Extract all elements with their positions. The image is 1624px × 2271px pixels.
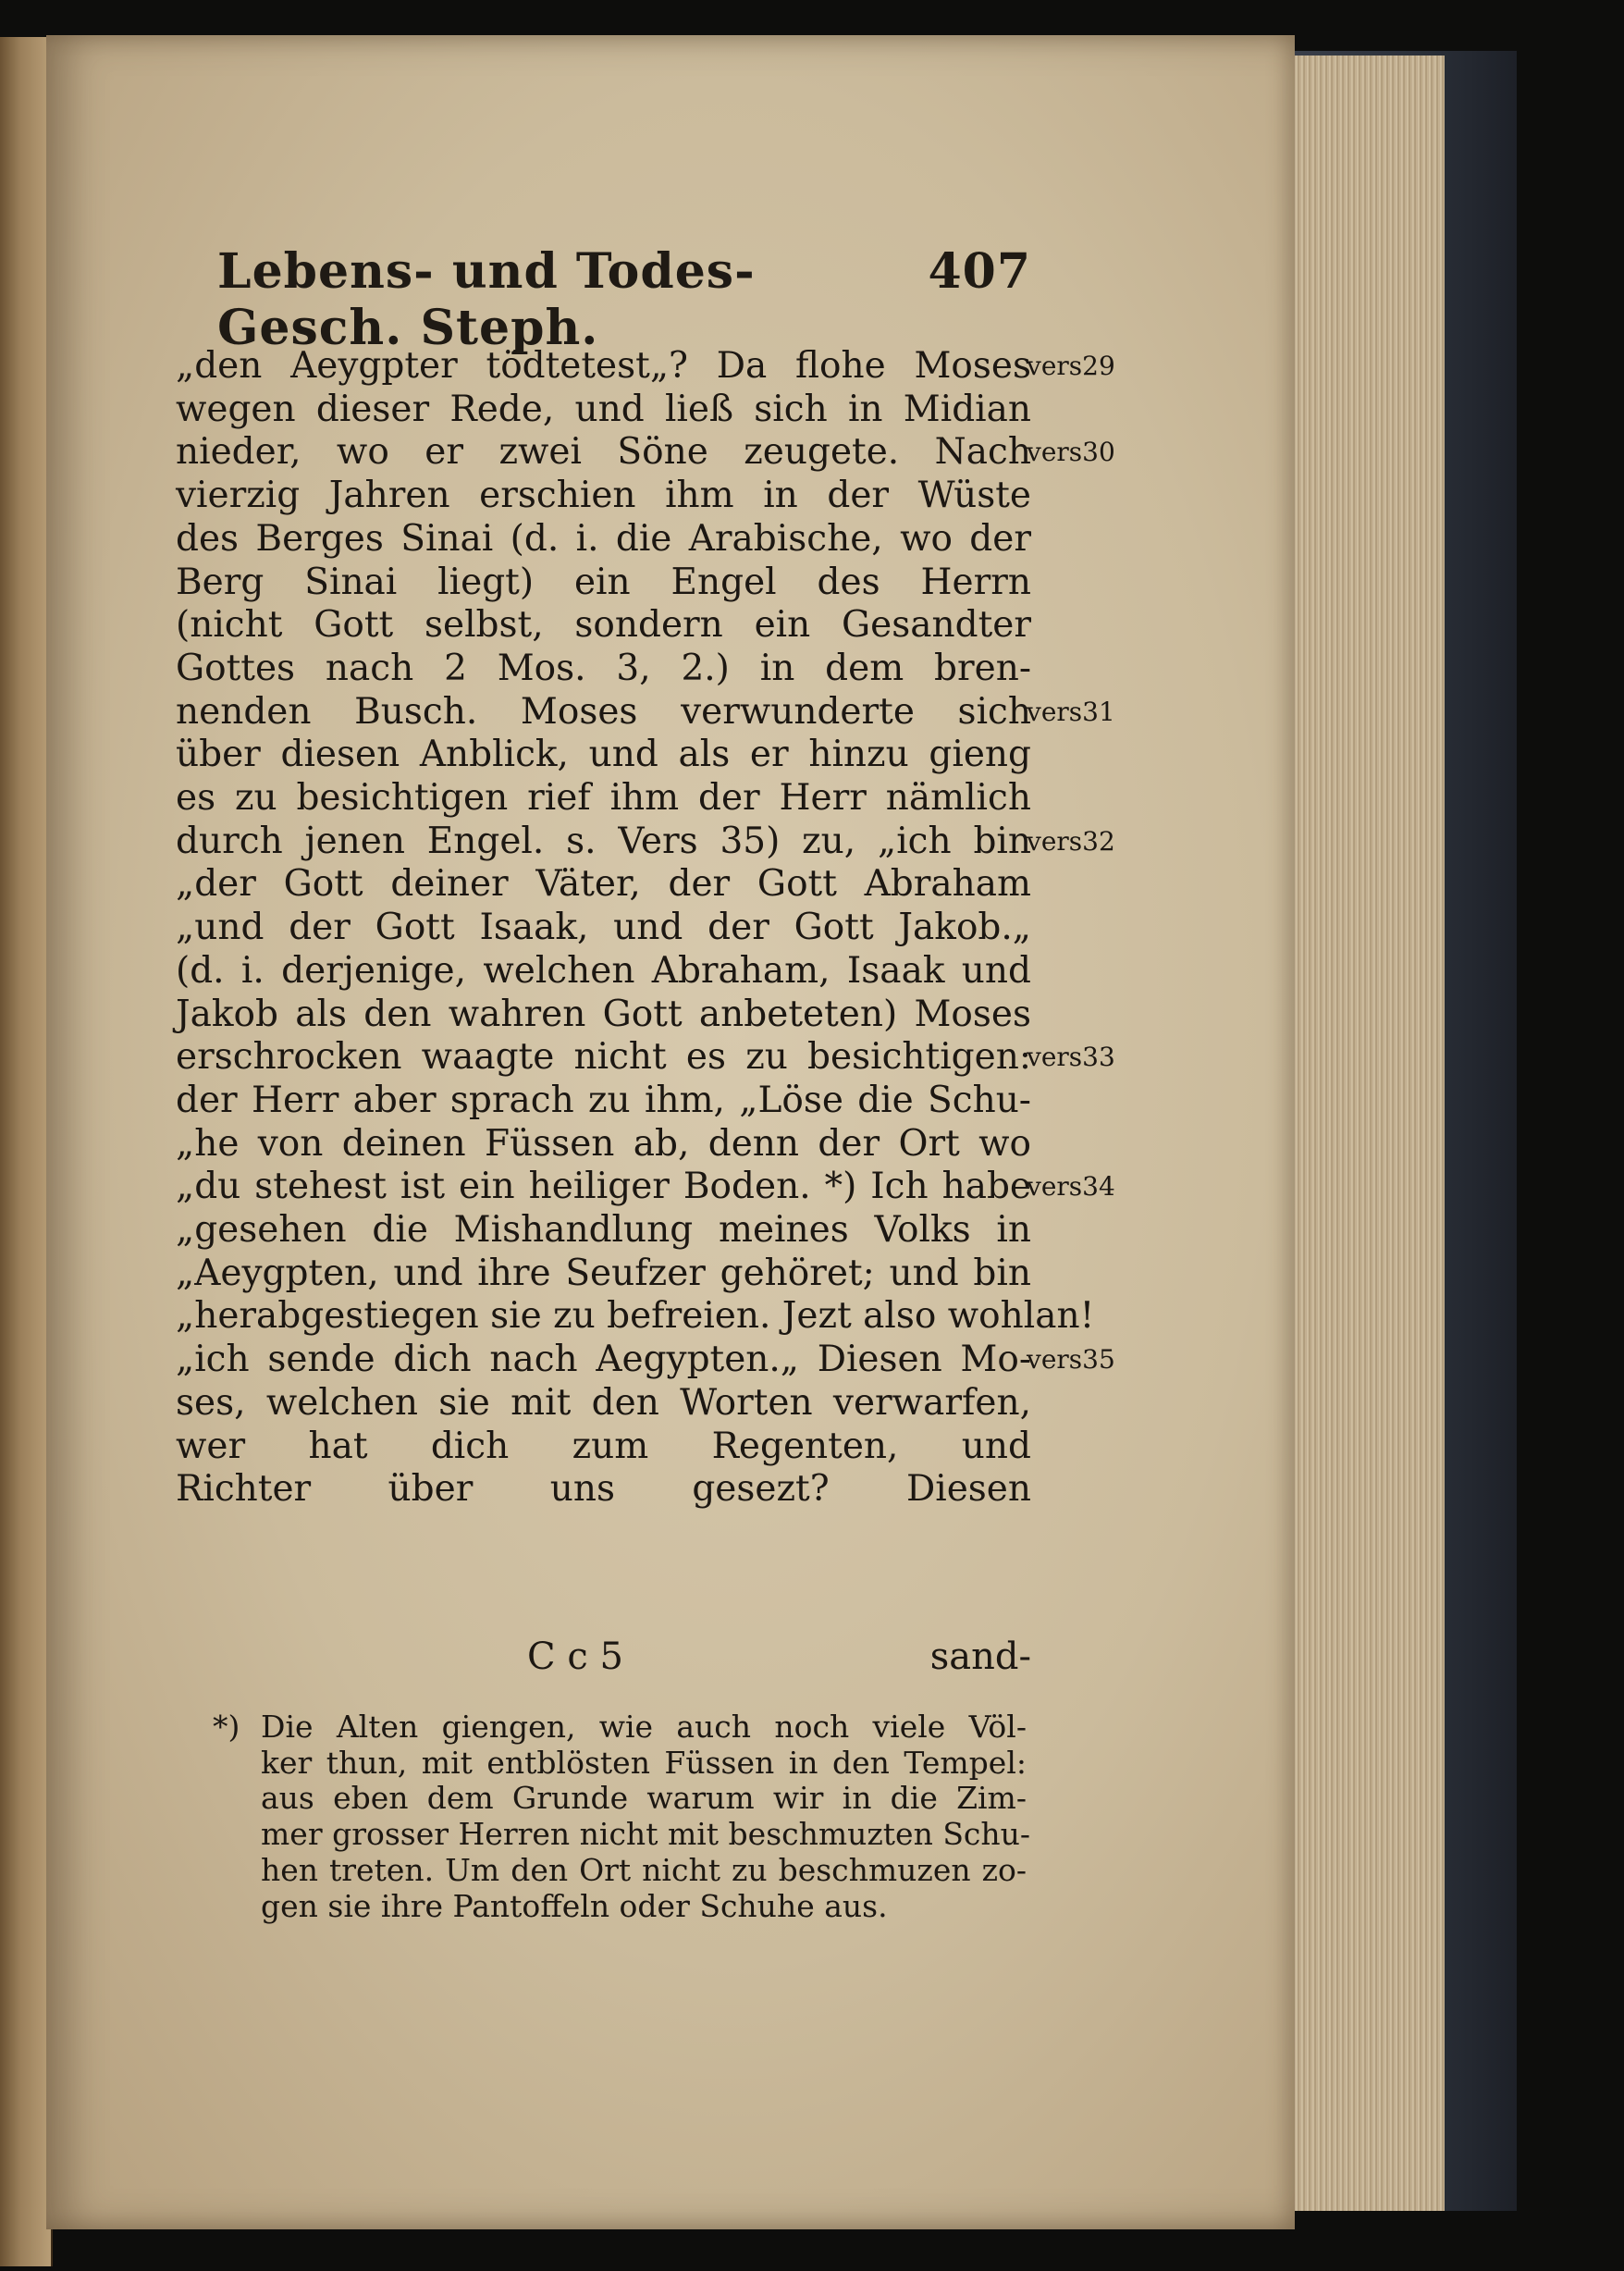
verse-marker: vers29 [1027,351,1115,381]
signature-mark: C c 5 [527,1635,623,1678]
text-line: „den Aeygpter tödtetest„? Da flohe Moses [176,345,1031,387]
text-line: „he von deinen Füssen ab, denn der Ort wo [176,1122,1031,1165]
verse-marker: vers33 [1027,1042,1115,1073]
text-line: „du stehest ist ein heiliger Boden. *) Ich habe [176,1166,1031,1208]
footnote-line: ker thun, mit entblösten Füssen in den Tempel: [261,1744,1027,1781]
verse-marker: vers35 [1027,1344,1115,1376]
text-line: Richter über uns gesezt? Diesen [176,1468,1031,1511]
text-line: wegen dieser Rede, und ließ sich in Midian [176,388,1031,430]
text-line: ses, welchen sie mit den Worten verwarfen, [176,1381,1031,1424]
text-line: über diesen Anblick, und als er hinzu gieng [176,734,1031,776]
catchword: sand- [929,1635,1031,1678]
text-line: „der Gott deiner Väter, der Gott Abraham [176,863,1031,906]
footnote-line: aus eben dem Grunde warum wir in die Zim- [261,1780,1027,1817]
footnote-line: gen sie ihre Pantoffeln oder Schuhe aus. [261,1887,888,1924]
text-line: „herabgestiegen sie zu befreien. Jezt also wohlan! [176,1295,1095,1338]
text-line: vierzig Jahren erschien ihm in der Wüste [176,475,1031,517]
footnote [213,1709,1031,1924]
facing-page-edge [0,37,53,2266]
text-line: „Aeygpten, und ihre Seufzer gehöret; und bin [176,1252,1031,1294]
footnote-line: mer grosser Herren nicht mit beschmuzten Schu- [261,1816,1031,1853]
page-edges [1276,56,1445,2211]
verse-marker: vers31 [1027,696,1115,727]
text-line: „und der Gott Isaak, und der Gott Jakob.„ [176,907,1031,949]
footnote-line: Die Alten giengen, wie auch noch viele Völ- [261,1709,1027,1745]
text-line: des Berges Sinai (d. i. die Arabische, wo der [176,517,1031,560]
text-line: es zu besichtigen rief ihm der Herr nämlich [176,777,1031,820]
catchline [527,1635,1031,1678]
running-head [217,243,1031,356]
verse-marker: vers34 [1027,1171,1115,1203]
text-line: Jakob als den wahren Gott anbeteten) Moses [176,993,1031,1035]
text-line: „gesehen die Mishandlung meines Volks in [176,1209,1031,1252]
text-line: erschrocken waagte nicht es zu besichtigen: [176,1036,1031,1079]
text-line: (d. i. derjenige, welchen Abraham, Isaak und [176,949,1031,992]
footnote-marker: *) [213,1709,240,1745]
text-line: nenden Busch. Moses verwunderte sich [176,690,1031,733]
text-line: Gottes nach 2 Mos. 3, 2.) in dem bren- [176,647,1031,689]
verse-marker: vers32 [1027,825,1115,857]
text-line: durch jenen Engel. s. Vers 35) zu, „ich bin [176,820,1031,862]
verse-marker: vers30 [1027,437,1115,468]
text-line: nieder, wo er zwei Söne zeugete. Nach [176,431,1031,474]
text-line: „ich sende dich nach Aegypten.„ Diesen Mo- [176,1339,1031,1381]
running-head-title: Lebens- und Todes-Gesch. Steph. [217,243,756,356]
book-page [46,35,1295,2229]
footnote-line: hen treten. Um den Ort nicht zu beschmuzen zo- [261,1851,1027,1888]
text-line: (nicht Gott selbst, sondern ein Gesandter [176,604,1031,647]
text-line: Berg Sinai liegt) ein Engel des Herrn [176,561,1031,603]
page-number: 407 [928,243,1031,300]
text-line: der Herr aber sprach zu ihm, „Löse die Schu- [176,1079,1031,1121]
text-line: wer hat dich zum Regenten, und [176,1425,1031,1467]
